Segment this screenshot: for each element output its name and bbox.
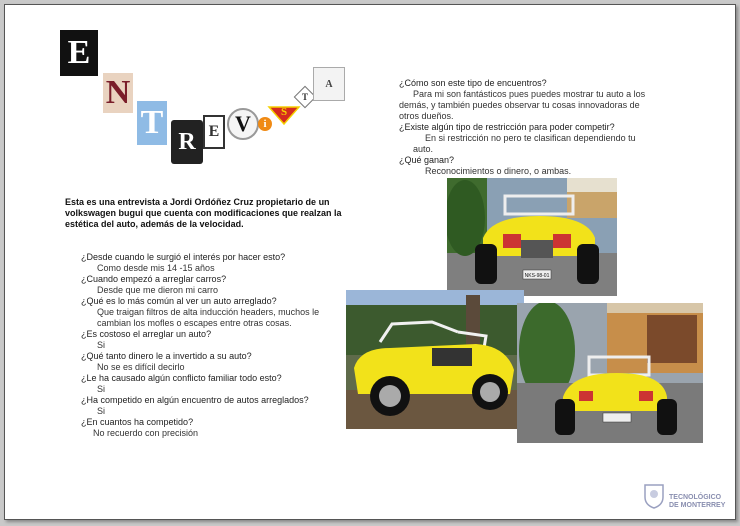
right-answer-1-line-3: otros dueños. [399,111,454,121]
right-question-2: ¿Existe algún tipo de restricción para poder competir? [399,122,615,132]
right-question-3: ¿Qué ganan? [399,155,455,165]
right-answer-1-line-1: Para mi son fantásticos pues puedes mostrar tu auto a los [413,89,646,99]
title-letter-e: E [60,30,98,76]
buggy-rear-photo [447,178,617,296]
answer-3: Que traigan filtros de alta inducción headers, muchos le [97,307,320,317]
buggy-side-photo [346,290,524,429]
buggy-street-photo [517,303,703,443]
question-5: ¿Qué tanto dinero le a invertido a su auto? [81,351,252,361]
answer-1: Como desde mis 14 -15 años [97,263,215,273]
answer-5: No se es difícil decirlo [97,362,185,372]
right-answer-2-line-2: auto. [413,144,434,154]
title-letter-t: T [137,101,167,145]
title-letter-t2: T [294,86,317,109]
title-letter-v: V [227,108,259,140]
answer-7: Si [97,406,106,416]
document-page [4,4,736,520]
right-answer-2-line-1: En si restricción no pero te clasifican dependiendo tu [425,133,636,143]
shield-crest-icon [643,482,665,510]
logo-line-1: TECNOLÓGICO [669,494,722,501]
answer-6: Si [97,384,106,394]
answer-4: Si [97,340,106,350]
license-plate-text: NKS-98-01 [524,273,550,279]
question-3: ¿Qué es lo más común al ver un auto arreglado? [81,296,277,306]
right-question-1: ¿Cómo son este tipo de encuentros? [399,78,547,88]
title-letter-r: R [171,120,203,164]
question-7: ¿Ha competido en algún encuentro de autos arreglados? [81,395,309,405]
right-answer-3: Reconocimientos o dinero, o ambas. [425,166,572,176]
question-1: ¿Desde cuando le surgió el interés por hacer esto? [81,252,286,262]
question-8: ¿En cuantos ha competido? [81,417,194,427]
answer-8: No recuerdo con precisión [93,428,199,438]
question-4: ¿Es costoso el arreglar un auto? [81,329,212,339]
title-letter-i: i [258,117,272,131]
title-letter-a: A [313,67,345,101]
intro-paragraph: Esta es una entrevista a Jordi Ordóñez Cruz propietario de un volkswagen bugui que cuenta con modificaciones que realzan la estética del auto, además de la velocidad. [65,197,342,229]
question-2: ¿Cuando empezó a arreglar carros? [81,274,227,284]
question-6: ¿Le ha causado algún conflicto familiar todo esto? [81,373,282,383]
answer-2: Desde que me dieron mi carro [97,285,219,295]
logo-line-2: DE MONTERREY [669,502,726,509]
title-letter-n: N [103,73,133,113]
title-letter-s: S [267,105,301,125]
answer-3-line-2: cambian los mofles o escapes entre otras cosas. [97,318,292,328]
right-answer-1-line-2: demás, y también puedes observar tu cosas innovadoras de [399,100,640,110]
title-letter-e2: E [203,115,225,149]
